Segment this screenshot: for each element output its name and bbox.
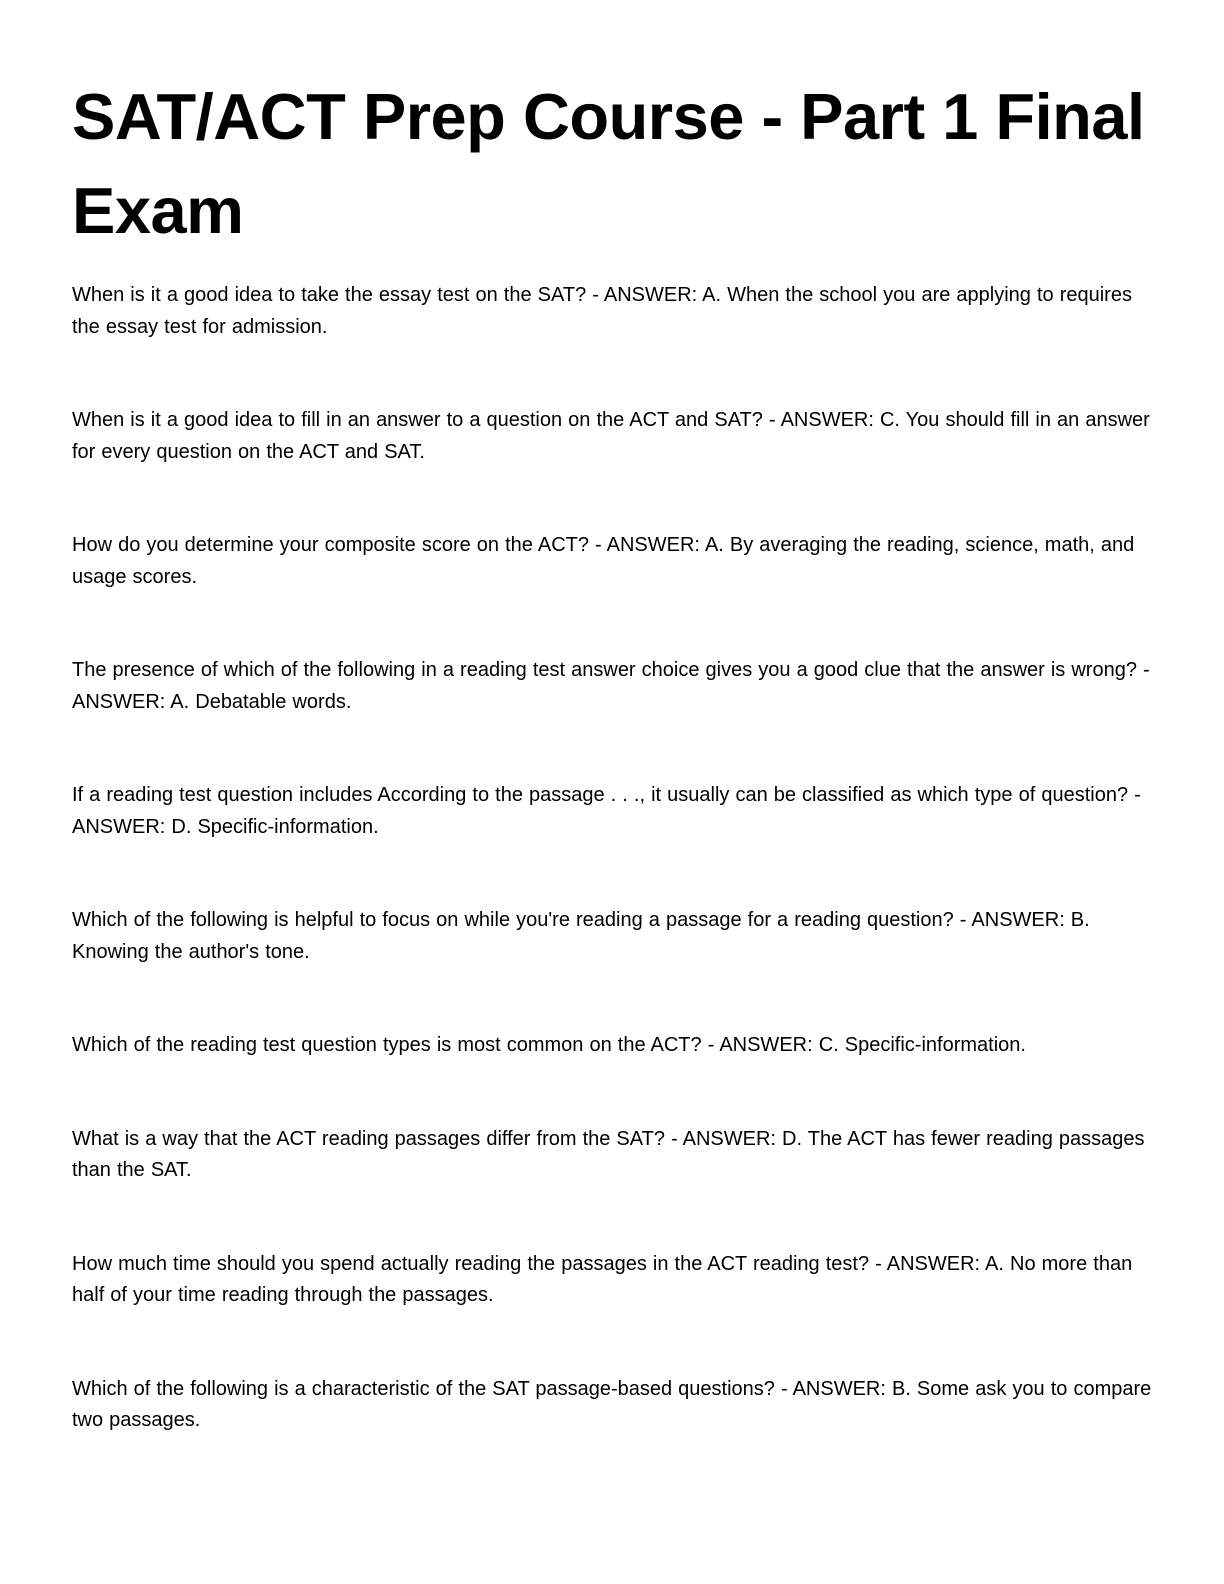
qa-item: How do you determine your composite score on the ACT? - ANSWER: A. By averaging the reading, science, math, and usage scores. — [72, 534, 1135, 588]
qa-item: If a reading test question includes According to the passage . . ., it usually can be classified as which type of question? - ANSWER: D. Specific-information. — [72, 784, 1141, 838]
qa-item: When is it a good idea to fill in an answer to a question on the ACT and SAT? - ANSWER: C. You should fill in an answer for every question on the ACT and SAT. — [72, 409, 1150, 463]
qa-item: The presence of which of the following in a reading test answer choice gives you a good clue that the answer is wrong? - ANSWER: A. Debatable words. — [72, 659, 1150, 713]
qa-item: What is a way that the ACT reading passages differ from the SAT? - ANSWER: D. The ACT has fewer reading passages than the SAT. — [72, 1127, 1145, 1181]
qa-item: Which of the following is helpful to focus on while you're reading a passage for a reading question? - ANSWER: B. Knowing the author's tone. — [72, 909, 1090, 963]
document-title: SAT/ACT Prep Course - Part 1 Final Exam — [72, 80, 1145, 247]
qa-item: Which of the reading test question types is most common on the ACT? - ANSWER: C. Specific-information. — [72, 1034, 1026, 1056]
qa-item: Which of the following is a characteristic of the SAT passage-based questions? - ANSWER: B. Some ask you to compare two passages. — [72, 1377, 1152, 1431]
qa-item: When is it a good idea to take the essay test on the SAT? - ANSWER: A. When the school you are applying to requires the essay test for admission. — [72, 284, 1132, 338]
document-page — [72, 70, 1152, 1499]
qa-list — [72, 280, 1152, 1437]
qa-item: How much time should you spend actually reading the passages in the ACT reading test? - ANSWER: A. No more than half of your time reading through the passages. — [72, 1252, 1133, 1306]
